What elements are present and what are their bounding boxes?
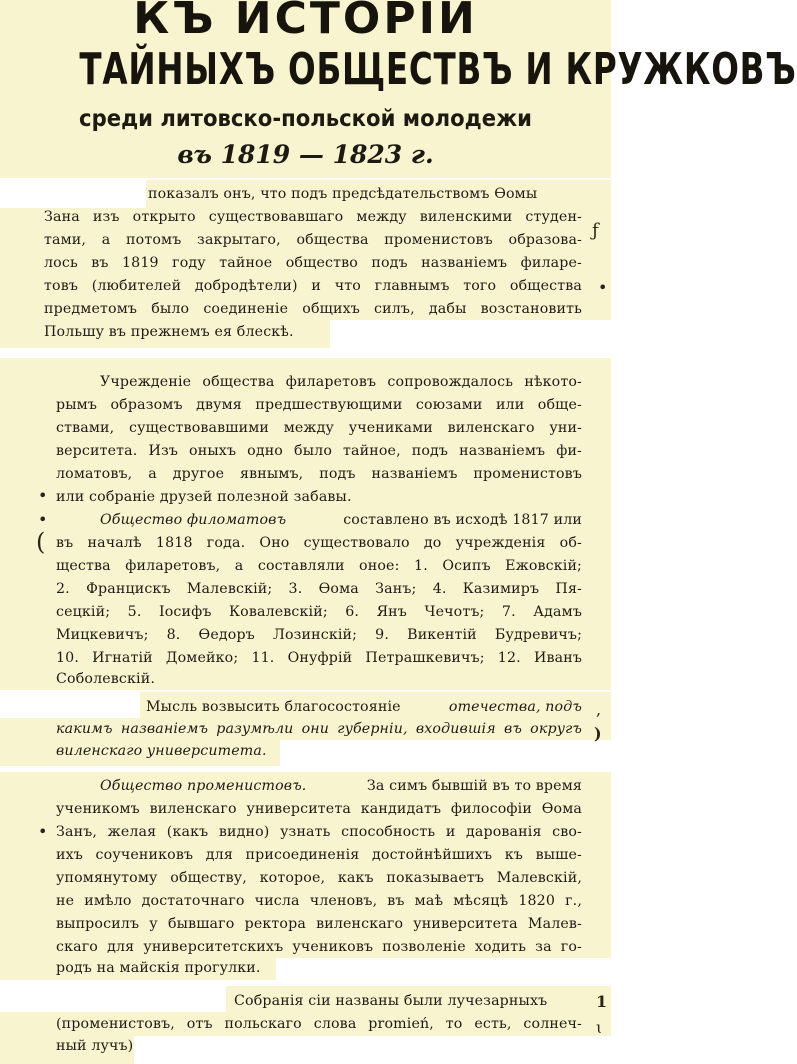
clip5-line-3: ный лучъ) <box>56 1038 134 1054</box>
margin-dot: • <box>38 510 48 529</box>
clip1-line-6: предметомъ было соединеніе общихъ силъ, дабы возстановить <box>44 301 582 317</box>
margin-mark: ƒ <box>592 220 599 241</box>
margin-mark: 1 <box>596 992 608 1011</box>
clip2-line-6: или собраніе друзей полезной забавы. <box>56 489 352 505</box>
clip5-line-2: (променистовъ, отъ польскаго слова promień, то есть, солнеч- <box>56 1016 582 1032</box>
clip4-line-9: родъ на майскія прогулки. <box>56 960 261 976</box>
clip2-line-12: Мицкевичъ; 8. Ѳедоръ Лозинскій; 9. Викентій Будревичъ; <box>56 627 582 643</box>
clip4-line-8: скаго для университетскихъ учениковъ позволеніе ходить за го- <box>56 939 582 955</box>
header-banner <box>0 0 797 178</box>
text-clip-4 <box>0 772 611 980</box>
clip4-line-7: выпросилъ у бывшаго ректора виленскаго университета Малев- <box>56 916 582 932</box>
clip1-line-7: Польшу въ прежнемъ ея блескѣ. <box>44 324 294 340</box>
clip2-line-4: верситета. Изъ оныхъ одно было тайное, подъ названіемъ фи- <box>56 443 582 459</box>
header-title-line2: ТАЙНЫХЪ ОБЩЕСТВЪ И КРУЖКОВЪ <box>79 44 797 95</box>
text-clip-5 <box>0 986 611 1064</box>
clip2-line-5: ломатовъ, а другое явнымъ, подъ названіемъ променистовъ <box>56 466 582 482</box>
margin-dot: • <box>598 278 608 297</box>
margin-dot: • <box>38 486 48 505</box>
clip1-line-4: лось въ 1819 году тайное общество подъ названіемъ филаре- <box>44 255 582 271</box>
header-title-line1: КЪ ИСТОРІИ <box>133 0 478 44</box>
clip2-line-14: Соболевскій. <box>56 671 155 687</box>
margin-mark: , <box>596 700 602 719</box>
clip2-line-3: ствами, существовавшими между учениками виленскаго уни- <box>56 420 582 436</box>
filomat-society-heading: Общество филоматовъ <box>100 512 287 528</box>
margin-mark: ) <box>594 724 602 743</box>
text-clip-2 <box>0 358 611 690</box>
clip2-line-7 <box>100 508 582 532</box>
clip3-lead: Мысль возвысить благосостояніе <box>146 699 401 715</box>
clip3-lead-italic: отечества, подъ <box>448 699 582 715</box>
clip4-line-2: ученикомъ виленскаго университета кандидатъ философіи Ѳома <box>56 801 582 817</box>
clip2-line-8: въ началѣ 1818 года. Оно существовало до учрежденія об- <box>56 535 582 551</box>
text-clip-3 <box>0 692 611 766</box>
clip1-line-3: тами, а потомъ закрытаго, общества променистовъ образова- <box>44 232 582 248</box>
clip5-line-1: Собранія сіи названы были лучезарныхъ <box>234 993 548 1009</box>
clip3-line-3: виленскаго университета. <box>56 743 267 759</box>
clip2-line-1: Учрежденіе общества филаретовъ сопровождалось нѣкото- <box>100 374 582 390</box>
clip4-line-3: Занъ, желая (какъ видно) узнать способность и дарованія сво- <box>56 824 582 840</box>
clip4-line-6: не имѣло достаточнаго числа членовъ, въ маѣ мѣсяцѣ 1820 г., <box>56 893 582 909</box>
promenist-society-heading: Общество променистовъ. <box>100 778 307 794</box>
clip2-line-10: 2. Францискъ Малевскій; 3. Ѳома Занъ; 4. Казимиръ Пя- <box>56 581 582 597</box>
clip3-line-1 <box>146 695 582 719</box>
clip4-line-4: ихъ соучениковъ для присоединенія достойнѣйшихъ къ выше- <box>56 847 582 863</box>
header-dates: въ 1819 — 1823 г. <box>177 140 434 169</box>
header-subtitle: среди литовско-польской молодежи <box>79 106 532 132</box>
clip3-line-2: какимъ названіемъ разумѣли они губерніи, входившія въ округъ <box>56 721 582 737</box>
clip1-line-2: Зана изъ открыто существовавшаго между виленскими студен- <box>44 209 582 225</box>
clip2-line-9: щества филаретовъ, а составляли оное: 1. Осипъ Ежовскій; <box>56 558 582 574</box>
clip2-line-11: сецкій; 5. Іосифъ Ковалевскій; 6. Янъ Чечотъ; 7. Адамъ <box>56 604 582 620</box>
clip4-line-5: упомянутому обществу, которое, какъ показываетъ Малевскій, <box>56 870 582 886</box>
clip4-lead-rest: За симъ бывшій въ то время <box>366 778 582 794</box>
clip1-line-5: товъ (любителей добродѣтели) и что главнымъ того общества <box>44 278 582 294</box>
clip2-line-13: 10. Игнатій Домейко; 11. Онуфрій Петрашкевичъ; 12. Иванъ <box>56 650 582 666</box>
filomat-line-rest: составлено въ исходѣ 1817 или <box>343 512 582 528</box>
clip2-line-2: рымъ образомъ двумя предшествующими союзами или обще- <box>56 397 582 413</box>
text-clip-1 <box>0 180 611 348</box>
margin-dot: • <box>38 822 48 841</box>
clip4-line-1 <box>100 774 582 798</box>
clip1-line-1: показалъ онъ, что подъ предсѣдательствомъ Ѳомы <box>148 186 538 202</box>
margin-bracket: ( <box>36 528 46 556</box>
margin-mark: ɩ <box>596 1018 603 1037</box>
